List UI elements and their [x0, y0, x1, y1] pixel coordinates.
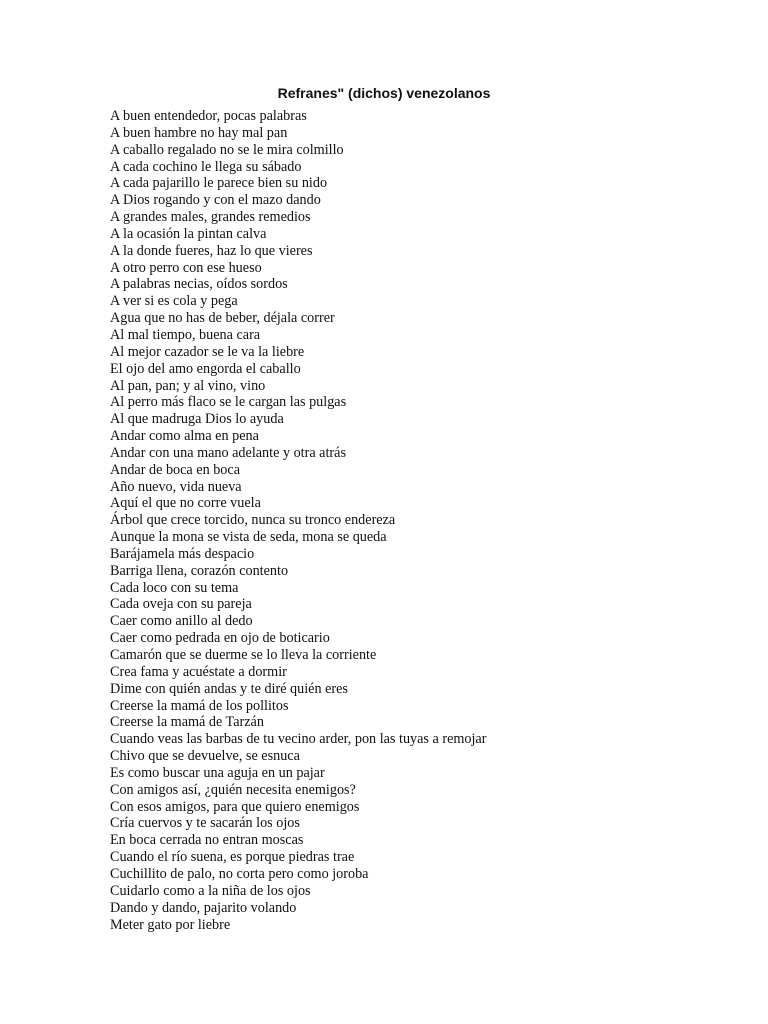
saying-line: Barriga llena, corazón contento: [110, 562, 289, 579]
saying-line: Aunque la mona se vista de seda, mona se queda: [110, 529, 387, 546]
saying-line: Cada oveja con su pareja: [110, 596, 252, 613]
saying-line: Cuchillito de palo, no corta pero como joroba: [110, 865, 369, 882]
saying-line: Meter gato por liebre: [110, 916, 231, 933]
saying-line: Dime con quién andas y te diré quién eres: [110, 680, 348, 697]
saying-line: A ver si es cola y pega: [110, 293, 238, 310]
page-title-text: Refranes" (dichos) venezolanos: [277, 85, 491, 101]
saying-line: Al mejor cazador se le va la liebre: [110, 343, 305, 360]
saying-line: En boca cerrada no entran moscas: [110, 832, 304, 849]
saying-line: Camarón que se duerme se lo lleva la corriente: [110, 647, 377, 663]
saying-line: Agua que no has de beber, déjala correr: [110, 310, 335, 327]
saying-line: A palabras necias, oídos sordos: [110, 276, 288, 293]
saying-line: Al que madruga Dios lo ayuda: [110, 411, 284, 428]
page-title: [0, 84, 768, 102]
saying-line: Chivo que se devuelve, se esnuca: [110, 748, 300, 765]
saying-line: Andar como alma en pena: [110, 428, 259, 445]
saying-line: Al mal tiempo, buena cara: [110, 326, 261, 343]
saying-line: Caer como pedrada en ojo de boticario: [110, 630, 330, 647]
saying-line: A grandes males, grandes remedios: [110, 209, 311, 226]
saying-line: Cada loco con su tema: [110, 579, 239, 596]
saying-line: Dando y dando, pajarito volando: [110, 899, 297, 916]
saying-line: Es como buscar una aguja en un pajar: [110, 764, 325, 781]
saying-line: Cuidarlo como a la niña de los ojos: [110, 882, 311, 899]
saying-line: Barájamela más despacio: [110, 545, 255, 562]
saying-line: A cada pajarillo le parece bien su nido: [110, 175, 328, 192]
saying-line: Cría cuervos y te sacarán los ojos: [110, 815, 300, 832]
saying-line: A caballo regalado no se le mira colmillo: [110, 141, 344, 158]
saying-line: Árbol que crece torcido, nunca su tronco endereza: [110, 512, 396, 529]
saying-line: Con amigos así, ¿quién necesita enemigos?: [110, 781, 356, 798]
saying-line: Año nuevo, vida nueva: [110, 478, 242, 495]
saying-line: Cuando veas las barbas de tu vecino arder, pon las tuyas a remojar: [110, 731, 487, 748]
saying-line: Crea fama y acuéstate a dormir: [110, 663, 287, 680]
saying-line: Al perro más flaco se le cargan las pulgas: [110, 394, 347, 411]
saying-line: Al pan, pan; y al vino, vino: [110, 377, 266, 394]
saying-line: A otro perro con ese hueso: [110, 259, 262, 276]
saying-line: Creerse la mamá de Tarzán: [110, 714, 264, 731]
saying-line: A Dios rogando y con el mazo dando: [110, 192, 321, 209]
saying-line: A buen hambre no hay mal pan: [110, 124, 288, 141]
saying-line: El ojo del amo engorda el caballo: [110, 360, 301, 377]
saying-line: Andar de boca en boca: [110, 461, 240, 478]
saying-line: Aquí el que no corre vuela: [110, 495, 261, 512]
saying-line: Creerse la mamá de los pollitos: [110, 697, 289, 714]
saying-line: Con esos amigos, para que quiero enemigos: [110, 798, 360, 815]
saying-line: A la ocasión la pintan calva: [110, 225, 267, 242]
saying-line: Andar con una mano adelante y otra atrás: [110, 444, 346, 461]
saying-line: Cuando el río suena, es porque piedras trae: [110, 849, 355, 866]
saying-line: A cada cochino le llega su sábado: [110, 158, 302, 175]
saying-line: A buen entendedor, pocas palabras: [110, 108, 307, 124]
saying-line: A la donde fueres, haz lo que vieres: [110, 242, 313, 259]
saying-line: Caer como anillo al dedo: [110, 613, 253, 630]
sayings-list: [110, 108, 486, 933]
